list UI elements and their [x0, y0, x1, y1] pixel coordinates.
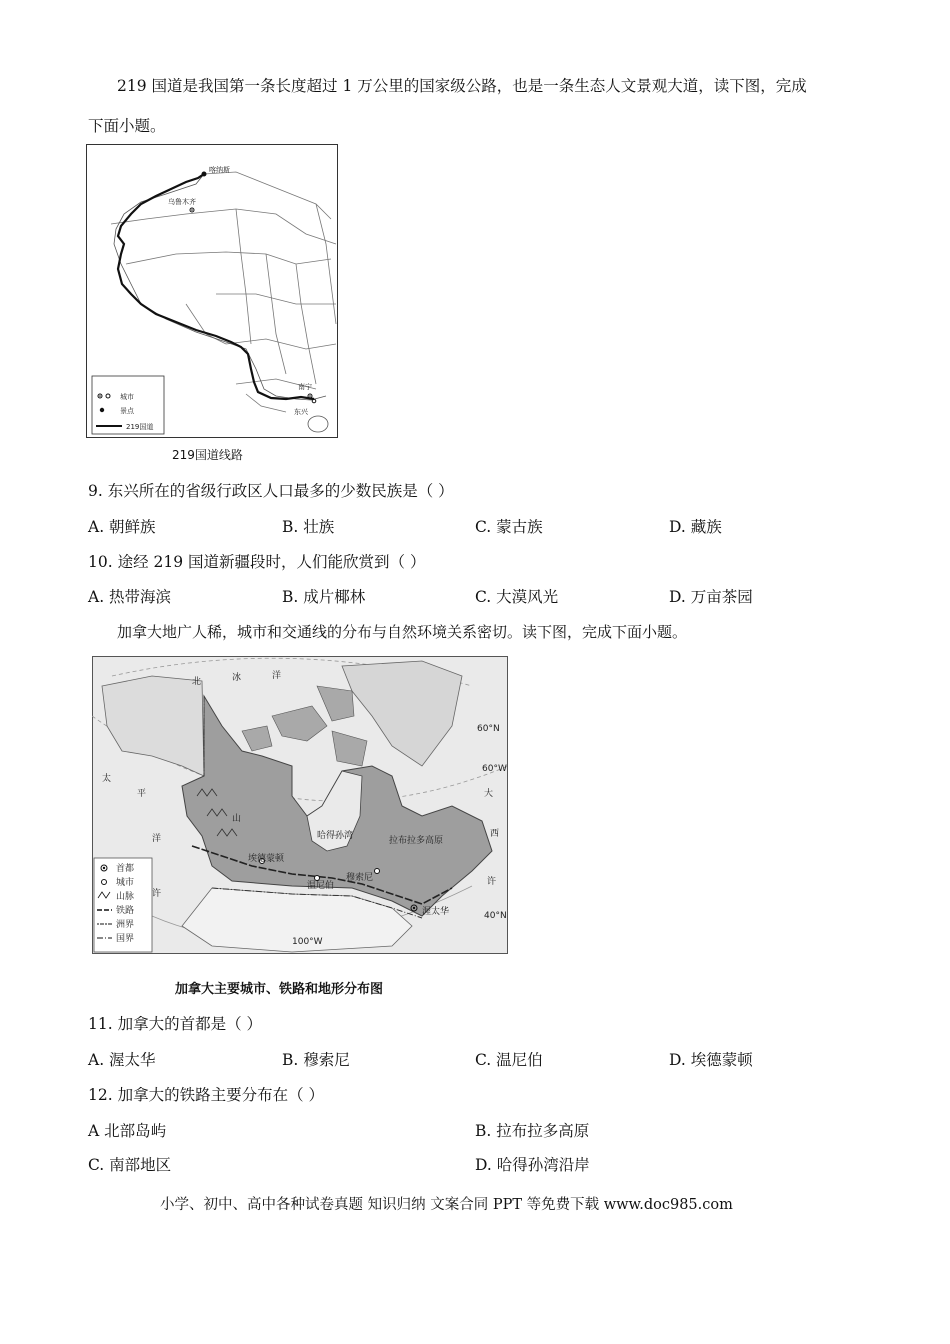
q12-option-c[interactable]: C. 南部地区 — [88, 1156, 172, 1174]
label-dongxing: 东兴 — [294, 408, 308, 416]
label-urumqi: 乌鲁木齐 — [168, 198, 196, 206]
legend-city: 城市 — [120, 393, 134, 401]
kanas-spot — [202, 172, 207, 177]
q11-option-d[interactable]: D. 埃德蒙顿 — [669, 1051, 753, 1069]
legend-spot: 景点 — [120, 407, 134, 415]
map1-caption: 219国道线路 — [172, 448, 243, 462]
canada-map — [92, 656, 508, 954]
label-edmonton: 埃德蒙顿 — [248, 854, 285, 864]
moosonee-city — [375, 869, 380, 874]
intro-paragraph-1: 219 国道是我国第一条长度超过 1 万公里的国家级公路，也是一条生态人文景观大道，读下图，完成 — [117, 77, 807, 95]
label-kanas: 喀纳斯 — [209, 166, 230, 174]
label-atlantic-1: 大 — [484, 789, 494, 799]
q11-option-c[interactable]: C. 温尼伯 — [475, 1051, 543, 1069]
label-60n: 60°N — [477, 724, 500, 734]
q9-option-a[interactable]: A. 朝鲜族 — [88, 518, 156, 536]
label-pacific-1: 太 — [102, 774, 112, 784]
legend-capital: 首都 — [116, 864, 135, 874]
q11-option-a[interactable]: A. 渥太华 — [88, 1051, 156, 1069]
label-100w: 100°W — [292, 937, 323, 947]
road-219-map-svg — [86, 144, 338, 438]
label-pacific-3: 洋 — [152, 834, 162, 844]
label-labrador: 拉布拉多高原 — [389, 836, 444, 846]
q10-option-c[interactable]: C. 大漠风光 — [475, 588, 559, 606]
label-nanning: 南宁 — [298, 383, 312, 391]
legend-route: 219国道 — [126, 423, 154, 431]
label-hudson-bay: 哈得孙湾 — [317, 831, 354, 841]
label-atlantic-3: 许 — [487, 877, 497, 887]
q11-option-b[interactable]: B. 穆索尼 — [282, 1051, 350, 1069]
page-footer: 小学、初中、高中各种试卷真题 知识归纳 文案合同 PPT 等免费下载 www.doc985.com — [160, 1197, 733, 1213]
label-moosonee: 穆索尼 — [346, 873, 374, 883]
road-219-map — [86, 144, 338, 438]
legend-city-2: 城市 — [116, 878, 135, 888]
q10-option-a[interactable]: A. 热带海滨 — [88, 588, 172, 606]
label-40n: 40°N — [484, 911, 507, 921]
intro-paragraph-1-cont: 下面小题。 — [88, 117, 166, 135]
q12-option-d[interactable]: D. 哈得孙湾沿岸 — [475, 1156, 590, 1174]
q9-option-c[interactable]: C. 蒙古族 — [475, 518, 543, 536]
legend-mountain: 山脉 — [116, 892, 135, 902]
intro-paragraph-2: 加拿大地广人稀，城市和交通线的分布与自然环境关系密切。读下图，完成下面小题。 — [117, 623, 688, 641]
q10-stem: 10. 途经 219 国道新疆段时，人们能欣赏到（ ） — [88, 553, 426, 571]
canada-map-svg — [92, 656, 508, 954]
q12-stem: 12. 加拿大的铁路主要分布在（ ） — [88, 1086, 325, 1104]
label-pacific-2: 平 — [137, 789, 147, 799]
q10-option-b[interactable]: B. 成片椰林 — [282, 588, 366, 606]
legend-railway: 铁路 — [116, 906, 135, 916]
label-mountain: 山 — [232, 814, 242, 824]
map2-caption: 加拿大主要城市、铁路和地形分布图 — [175, 982, 384, 997]
label-arctic-2: 冰 — [232, 673, 242, 683]
legend-border: 国界 — [116, 934, 135, 944]
q9-option-d[interactable]: D. 藏族 — [669, 518, 722, 536]
q9-option-b[interactable]: B. 壮族 — [282, 518, 335, 536]
q11-stem: 11. 加拿大的首都是（ ） — [88, 1015, 263, 1033]
label-arctic-3: 洋 — [272, 671, 282, 681]
label-60w: 60°W — [482, 764, 507, 774]
q10-option-d[interactable]: D. 万亩茶园 — [669, 588, 753, 606]
legend-continent: 洲界 — [116, 920, 135, 930]
label-ottawa: 渥太华 — [422, 907, 450, 917]
label-atlantic-2: 西 — [490, 829, 500, 839]
label-pacific-4: 许 — [152, 889, 162, 899]
label-arctic-1: 北 — [192, 677, 202, 687]
q9-stem: 9. 东兴所在的省级行政区人口最多的少数民族是（ ） — [88, 482, 454, 500]
q12-option-b[interactable]: B. 拉布拉多高原 — [475, 1122, 590, 1140]
winnipeg-city — [315, 876, 320, 881]
label-winnipeg: 温尼伯 — [307, 881, 335, 891]
q12-option-a[interactable]: A 北部岛屿 — [88, 1122, 167, 1140]
